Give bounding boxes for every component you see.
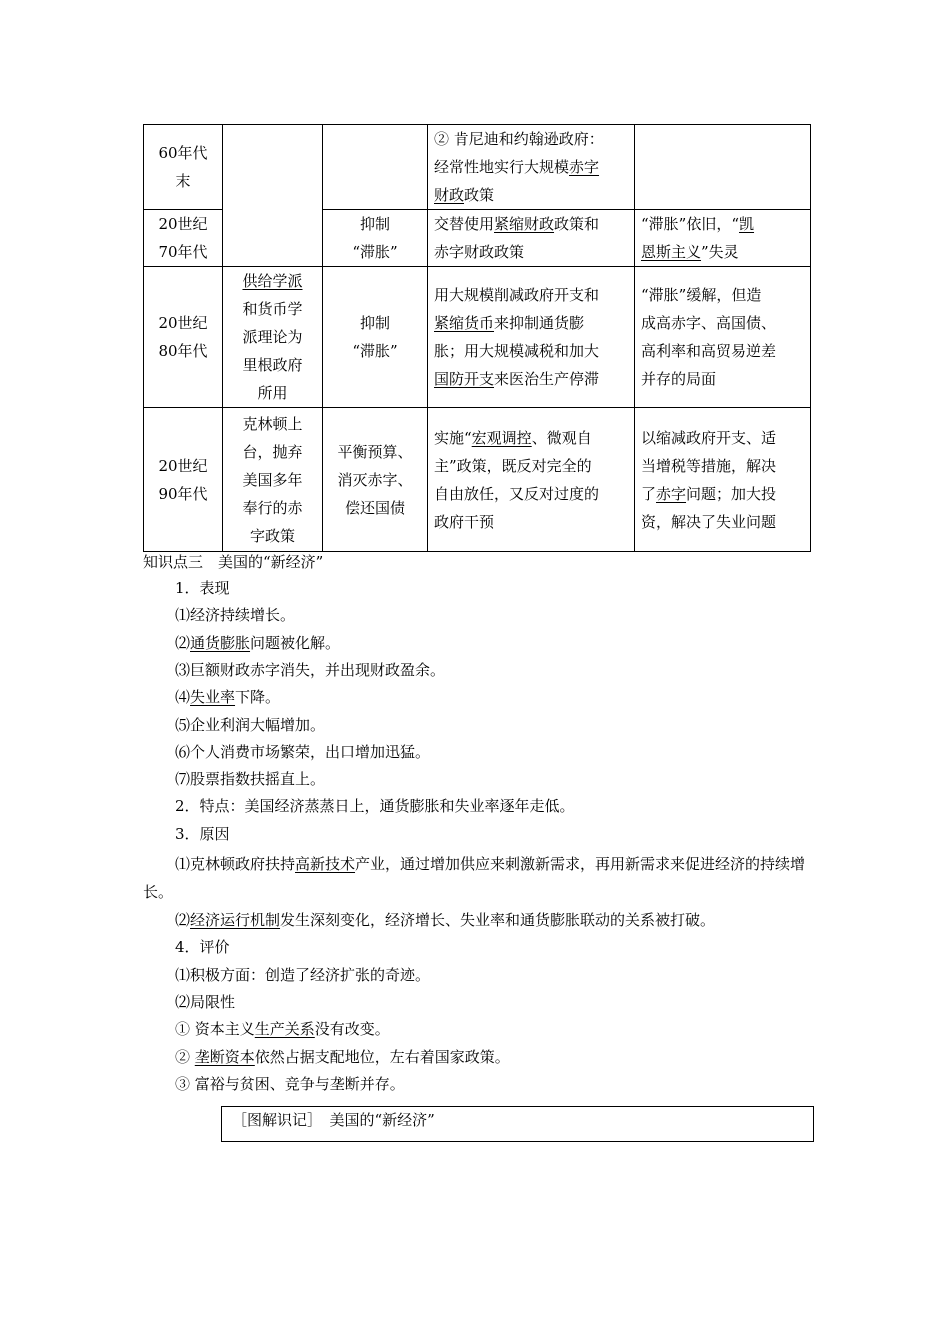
text-line: ⑵局限性	[175, 992, 236, 1011]
table-row	[144, 125, 811, 210]
text-line: ② 垄断资本依然占据支配地位，左右着国家政策。	[175, 1047, 510, 1066]
diagram-box	[221, 1106, 814, 1142]
effect-cell: 以缩减政府开支、适 当增税等措施，解决 了赤字问题；加大投 资，解决了失业问题	[635, 408, 811, 552]
text-line: ⑴积极方面：创造了经济扩张的奇迹。	[175, 965, 431, 984]
text-line: ① 资本主义生产关系没有改变。	[175, 1020, 390, 1039]
text-line: ⑵经济运行机制发生深刻变化，经济增长、失业率和通货膨胀联动的关系被打破。	[175, 911, 716, 929]
measures-cell: 实施“宏观调控、微观自 主”政策，既反对完全的 自由放任，又反对过度的 政府干预	[428, 408, 635, 552]
text-line: ⑶巨额财政赤字消失，并出现财政盈余。	[175, 660, 446, 679]
diagram-title: ［图解识记］ 美国的“新经济”	[232, 1111, 435, 1129]
text-line: ⑸企业利润大幅增加。	[175, 715, 326, 734]
text-line: ⑹个人消费市场繁荣，出口增加迅猛。	[175, 742, 431, 761]
measures-cell: ② 肯尼迪和约翰逊政府： 经常性地实行大规模赤字 财政政策	[428, 125, 635, 210]
effect-cell	[635, 125, 811, 210]
period-cell: 60年代 末	[144, 125, 223, 210]
goal-cell: 抑制 “滞胀”	[323, 267, 428, 408]
measures-cell: 用大规模削减政府开支和 紧缩货币来抑制通货膨 胀；用大规模减税和加大 国防开支来医治生产停滞	[428, 267, 635, 408]
policy-table	[143, 124, 811, 552]
policy-owner-cell: 供给学派 和货币学 派理论为 里根政府 所用	[223, 267, 323, 408]
period-cell: 20世纪 70年代	[144, 210, 223, 267]
period-cell: 20世纪 90年代	[144, 408, 223, 552]
period-cell: 20世纪 80年代	[144, 267, 223, 408]
text-line: 2．特点：美国经济蒸蒸日上，通货膨胀和失业率逐年走低。	[175, 797, 575, 816]
measures-cell: 交替使用紧缩财政政策和 赤字财政政策	[428, 210, 635, 267]
text-line: ⑷失业率下降。	[175, 688, 281, 707]
text-line: ⑴经济持续增长。	[175, 606, 296, 625]
goal-cell: 平衡预算、 消灭赤字、 偿还国债	[323, 408, 428, 552]
reason-1: ⑴克林顿政府扶持高新技术产业，通过增加供应来刺激新需求，再用新需求来促进经济的持续增长。	[143, 855, 806, 901]
goal-cell: 抑制 “滞胀”	[323, 210, 428, 267]
text-line: ⑺股票指数扶摇直上。	[175, 770, 326, 789]
policy-owner-cell	[223, 125, 323, 267]
effect-cell: “滞胀”缓解，但造 成高赤字、高国债、 高利率和高贸易逆差 并存的局面	[635, 267, 811, 408]
table-row	[144, 408, 811, 552]
policy-owner-cell: 克林顿上 台，抛弃 美国多年 奉行的赤 字政策	[223, 408, 323, 552]
table-row	[144, 267, 811, 408]
text-line: ⑵通货膨胀问题被化解。	[175, 633, 341, 652]
goal-cell	[323, 125, 428, 210]
text-line: 4．评价	[175, 938, 230, 957]
section-heading: 知识点三 美国的“新经济”	[143, 553, 324, 571]
text-line: 3．原因	[175, 824, 230, 843]
effect-cell: “滞胀”依旧，“凯 恩斯主义”失灵	[635, 210, 811, 267]
text-line: ③ 富裕与贫困、竞争与垄断并存。	[175, 1074, 405, 1093]
text-line: 1．表现	[175, 579, 230, 597]
